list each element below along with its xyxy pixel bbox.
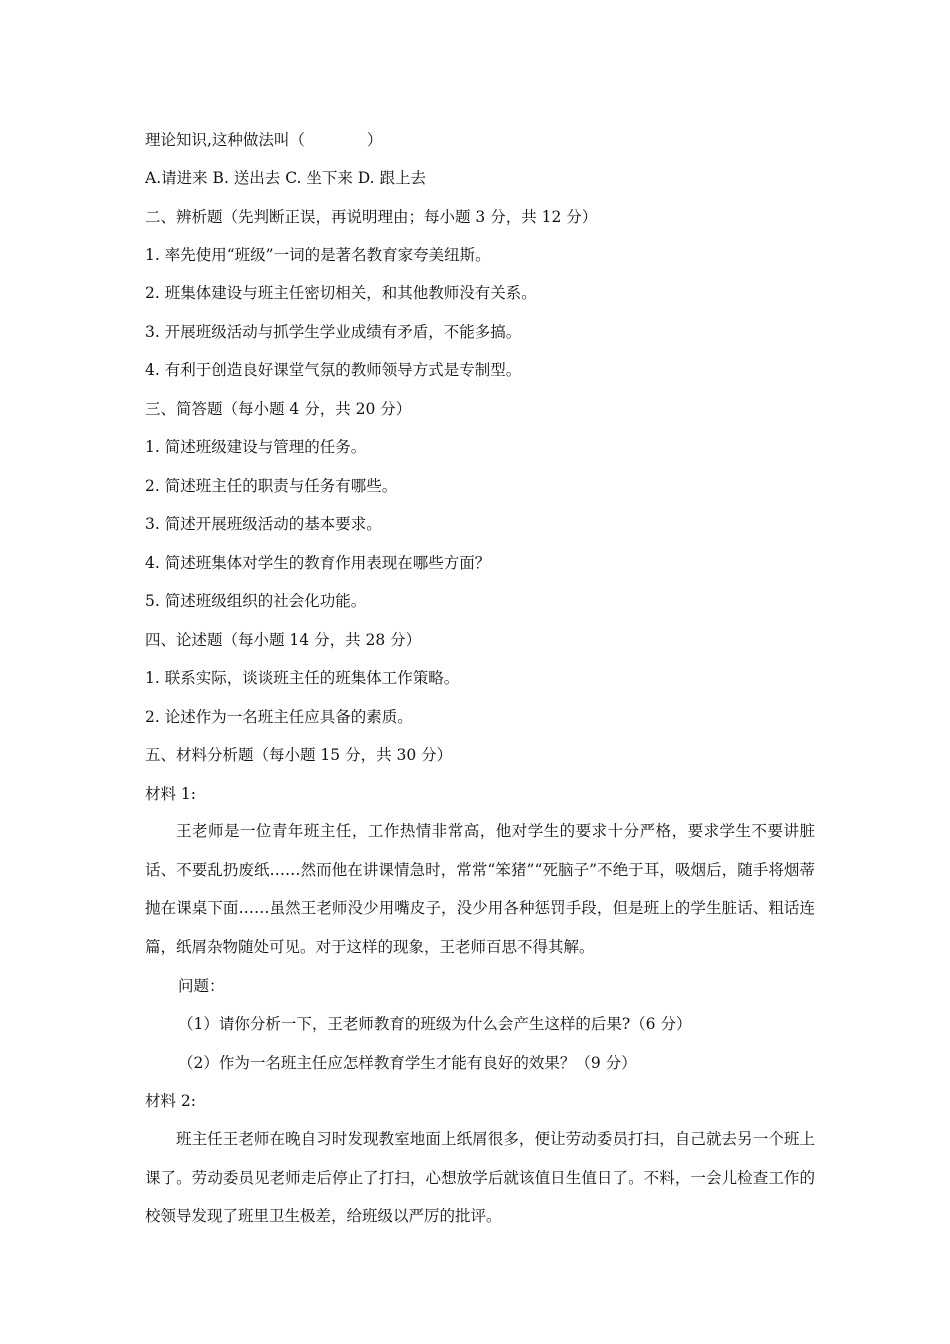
section-heading-5: 五、材料分析题（每小题 15 分，共 30 分） bbox=[145, 746, 453, 764]
question-1: （1）请你分析一下，王老师教育的班级为什么会产生这样的后果?（6 分） bbox=[178, 1015, 692, 1033]
material-2-label: 材料 2: bbox=[145, 1092, 197, 1110]
material-1-label: 材料 1: bbox=[145, 785, 197, 803]
section-heading-3: 三、简答题（每小题 4 分，共 20 分） bbox=[145, 400, 412, 418]
judge-item-2: 2. 班集体建设与班主任密切相关，和其他教师没有关系。 bbox=[145, 284, 537, 302]
short-answer-item-1: 1. 简述班级建设与管理的任务。 bbox=[145, 438, 367, 456]
answer-options: A.请进来 B. 送出去 C. 坐下来 D. 跟上去 bbox=[145, 169, 427, 187]
short-answer-item-5: 5. 简述班级组织的社会化功能。 bbox=[145, 592, 367, 610]
section-heading-2: 二、辨析题（先判断正误，再说明理由；每小题 3 分，共 12 分） bbox=[145, 208, 598, 226]
essay-item-2: 2. 论述作为一名班主任应具备的素质。 bbox=[145, 708, 413, 726]
short-answer-item-3: 3. 简述开展班级活动的基本要求。 bbox=[145, 515, 382, 533]
short-answer-item-2: 2. 简述班主任的职责与任务有哪些。 bbox=[145, 477, 398, 495]
material-1-paragraph: 王老师是一位青年班主任，工作热情非常高，他对学生的要求十分严格，要求学生不要讲脏话、不要乱扔废纸……然而他在讲课情急时，常常“笨猪”“死脑子”不绝于耳，吸烟后，随手将烟蒂抛在课桌下面……虽然王老师没少用嘴皮子，没少用各种惩罚手段，但是班上的学生脏话、粗话连篇，纸屑杂物随处可见。对于这样的现象，王老师百思不得其解。 bbox=[145, 822, 815, 956]
question-label: 问题： bbox=[178, 977, 225, 995]
short-answer-item-4: 4. 简述班集体对学生的教育作用表现在哪些方面？ bbox=[145, 554, 491, 572]
judge-item-4: 4. 有利于创造良好课堂气氛的教师领导方式是专制型。 bbox=[145, 361, 522, 379]
question-2: （2）作为一名班主任应怎样教育学生才能有良好的效果？（9 分） bbox=[178, 1054, 637, 1072]
judge-item-1: 1. 率先使用“班级”一词的是著名教育家夸美纽斯。 bbox=[145, 246, 491, 264]
question-stem-tail: 理论知识,这种做法叫（ ） bbox=[145, 131, 383, 149]
judge-item-3: 3. 开展班级活动与抓学生学业成绩有矛盾，不能多搞。 bbox=[145, 323, 522, 341]
section-heading-4: 四、论述题（每小题 14 分，共 28 分） bbox=[145, 631, 422, 649]
material-2-paragraph: 班主任王老师在晚自习时发现教室地面上纸屑很多，便让劳动委员打扫，自己就去另一个班上课了。劳动委员见老师走后停止了打扫，心想放学后就该值日生值日了。不料，一会儿检查工作的校领导发现了班里卫生极差，给班级以严厉的批评。 bbox=[145, 1130, 815, 1225]
essay-item-1: 1. 联系实际，谈谈班主任的班集体工作策略。 bbox=[145, 669, 460, 687]
